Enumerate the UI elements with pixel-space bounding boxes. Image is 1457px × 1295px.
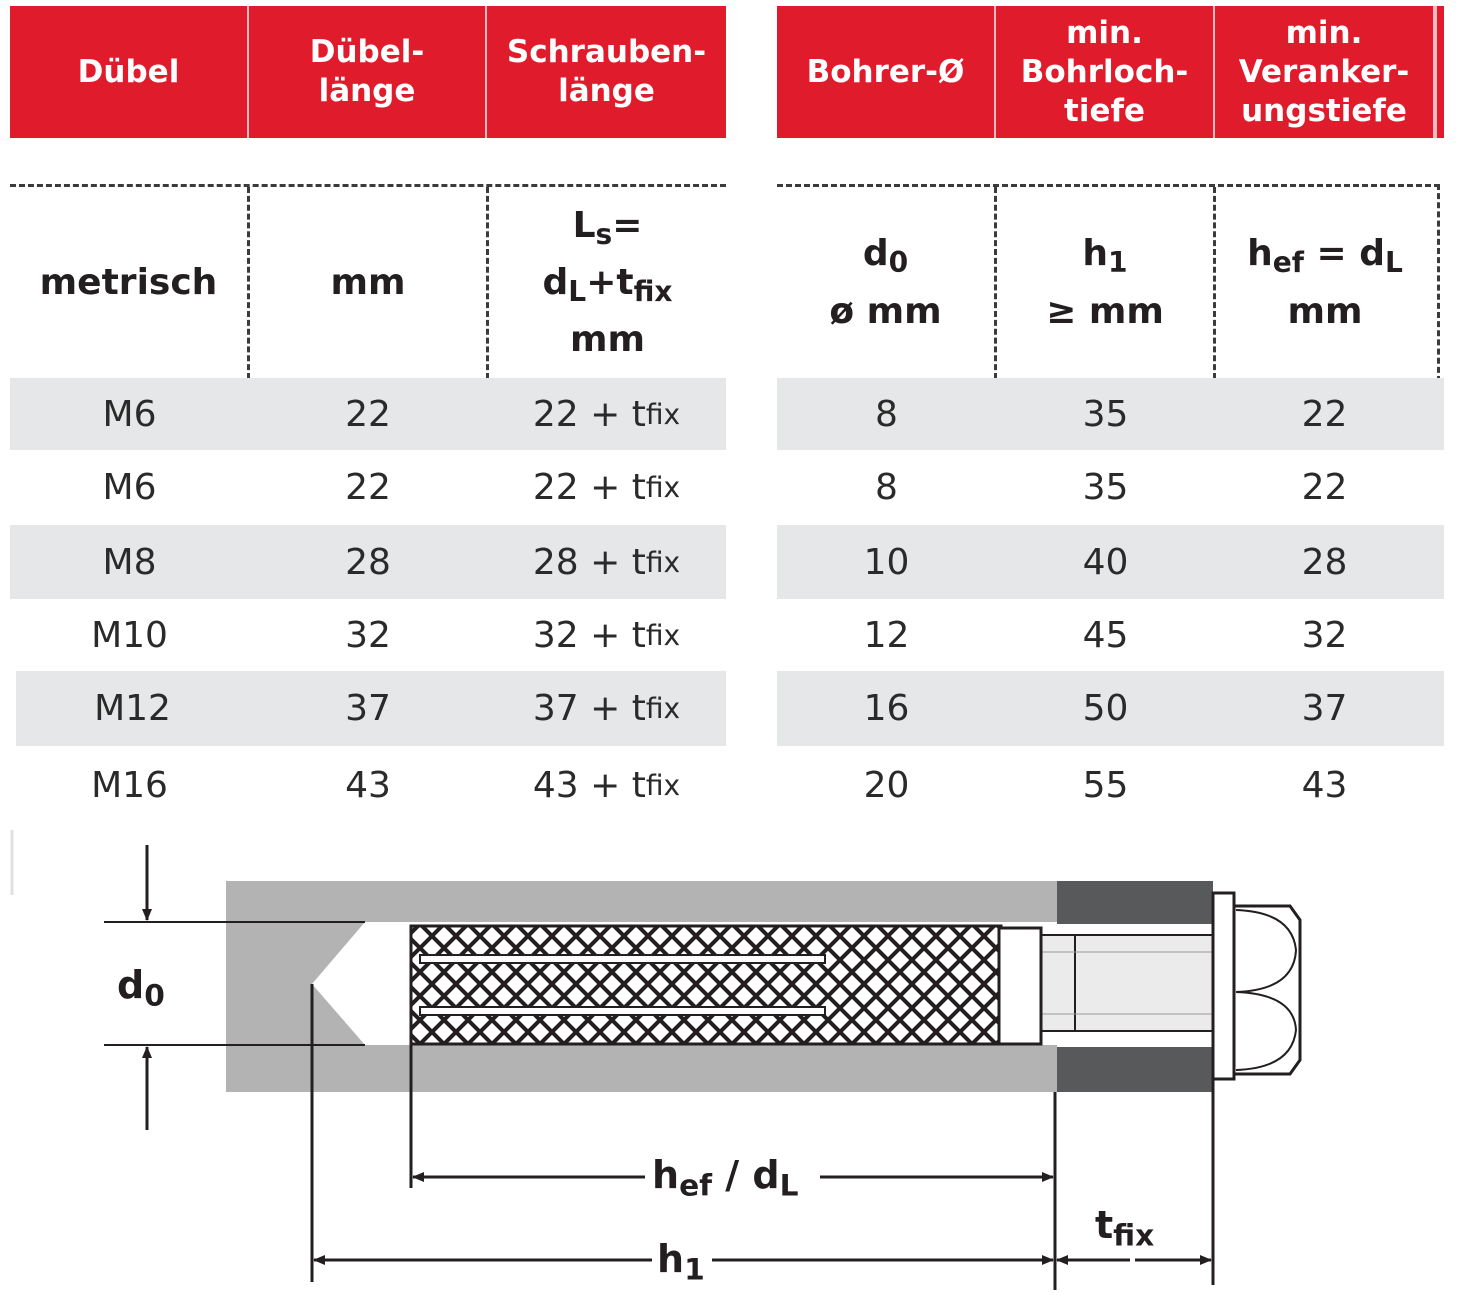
unit-h1: $h_1$ ≥ mm — [997, 187, 1216, 379]
cell-verankerung: 32 — [1301, 614, 1348, 656]
cell-verankerung: 37 — [1301, 688, 1348, 729]
table-row — [777, 599, 1444, 671]
unit-ls-line: $L_s=$ — [572, 204, 643, 251]
fixture-bottom — [1057, 1047, 1213, 1092]
unit-schraubenlaenge — [489, 187, 726, 379]
cell-verankerung: 22 — [1301, 393, 1348, 435]
unit-metrisch: metrisch — [10, 187, 250, 379]
label-hef-dl: $h_{ef} / d_L$ — [652, 1153, 799, 1203]
cell-verankerung: 43 — [1301, 764, 1348, 806]
table-row — [777, 450, 1444, 525]
unit-mm: mm — [250, 187, 489, 379]
rows-right — [777, 378, 1444, 824]
cell-bohrer: 12 — [863, 614, 910, 656]
cell-duebel: M16 — [91, 764, 168, 806]
header-stub — [1435, 6, 1444, 138]
washer — [1213, 893, 1234, 1079]
cell-laenge: 32 — [345, 614, 391, 656]
unit-hef: $h_{ef} = d_L$ mm — [1247, 233, 1403, 332]
cell-laenge: 22 — [345, 467, 391, 508]
header-bohrer: Bohrer-Ø — [777, 6, 996, 138]
units-left — [10, 184, 726, 382]
unit-d0: $d_0$ ø mm — [777, 187, 997, 379]
cell-tiefe: 35 — [1082, 393, 1129, 435]
sleeve-slot — [420, 1007, 825, 1015]
anchor-sleeve — [411, 926, 1001, 1044]
fixture-top — [1057, 881, 1213, 924]
cell-tiefe: 55 — [1082, 764, 1129, 806]
cell-duebel: M8 — [102, 541, 157, 583]
cell-laenge: 28 — [345, 541, 391, 583]
table-row — [10, 378, 726, 450]
unit-dl-tfix-line: $d_L+t_{fix}$ — [542, 262, 673, 309]
cell-tiefe: 45 — [1082, 614, 1129, 656]
cell-schraube: 22 + t fix — [532, 393, 681, 435]
cell-schraube: 43 + t fix — [532, 764, 681, 806]
cell-bohrer: 8 — [875, 467, 898, 508]
cell-bohrer: 20 — [863, 764, 910, 806]
table-row — [777, 378, 1444, 450]
header-bohrlochtiefe: min. Bohrloch- tiefe — [996, 6, 1215, 138]
cell-bohrer: 16 — [863, 688, 910, 729]
cell-schraube: 37 + t fix — [532, 688, 681, 729]
cell-schraube: 32 + t fix — [532, 614, 681, 656]
table-row — [10, 746, 726, 824]
table-row — [10, 599, 726, 671]
cell-tiefe: 50 — [1082, 688, 1129, 729]
cell-tiefe: 35 — [1082, 467, 1129, 508]
cell-duebel: M6 — [102, 393, 157, 435]
table-row — [10, 450, 726, 525]
cell-bohrer: 8 — [875, 393, 898, 435]
cell-tiefe: 40 — [1082, 541, 1129, 583]
units-right — [777, 184, 1440, 382]
sleeve-collar — [999, 928, 1041, 1044]
cell-laenge: 22 — [345, 393, 391, 435]
header-duebel: Dübel — [10, 6, 249, 138]
cell-duebel: M10 — [91, 614, 168, 656]
label-tfix: $t_{fix}$ — [1095, 1203, 1155, 1253]
header-verankerungstiefe: min. Veranker- ungstiefe — [1215, 6, 1435, 138]
header-schrauben-laenge: Schrauben- länge — [506, 34, 707, 109]
table-row — [777, 671, 1444, 746]
label-h1: $h_1$ — [657, 1237, 705, 1287]
anchor-diagram — [0, 820, 1457, 1295]
header-left — [10, 6, 726, 138]
cell-verankerung: 22 — [1301, 467, 1348, 508]
rows-left — [10, 378, 726, 824]
sleeve-slot — [420, 955, 825, 963]
table-row — [777, 746, 1444, 824]
cell-schraube: 22 + t fix — [532, 467, 681, 508]
table-row — [777, 525, 1444, 599]
table-row — [10, 525, 726, 599]
cell-duebel: M6 — [102, 467, 157, 508]
bolt-shank — [1040, 935, 1220, 1031]
unit-mm-line: mm — [569, 319, 646, 361]
cell-laenge: 43 — [345, 764, 391, 806]
cell-bohrer: 10 — [863, 541, 910, 583]
table-row — [16, 671, 726, 746]
label-d0: $d_0$ — [117, 963, 165, 1013]
cell-laenge: 37 — [345, 688, 391, 729]
cell-schraube: 28 + t fix — [532, 541, 681, 583]
cell-verankerung: 28 — [1301, 541, 1348, 583]
header-duebel-laenge: Dübel- länge — [249, 6, 487, 138]
cell-duebel: M12 — [94, 688, 171, 729]
header-right — [777, 6, 1444, 138]
